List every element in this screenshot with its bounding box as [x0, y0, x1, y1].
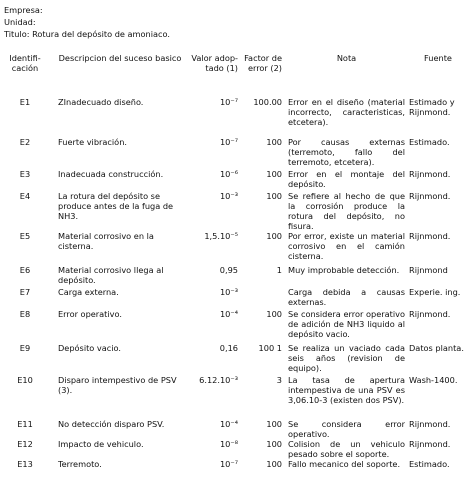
- cell-fac: 100: [266, 137, 282, 147]
- cell-fuente: Rijnmond.: [409, 231, 451, 241]
- cell-id: E4: [19, 191, 31, 201]
- table-row: [4, 459, 467, 475]
- cell-val: 10⁻⁷: [219, 459, 238, 469]
- table-row: [4, 265, 467, 287]
- cell-id: E1: [19, 97, 31, 107]
- cell-fac: 100 1: [258, 343, 282, 353]
- cell-id: E13: [17, 459, 33, 469]
- cell-nota: Por error, existe un material corrosivo en el camión cisterna.: [288, 231, 405, 261]
- col-header-desc: Descripcion del suceso basico: [58, 53, 182, 63]
- cell-fac: 3: [276, 375, 282, 385]
- cell-fac: [242, 287, 286, 309]
- unidad-label: Unidad:: [4, 17, 36, 27]
- table-row: [4, 191, 467, 231]
- cell-nota: La tasa de apertura intempestiva de una PSV es 3,06.10-3 (existen dos PSV).: [288, 375, 405, 405]
- cell-val: 6.12.10⁻³: [199, 375, 238, 385]
- cell-val: 0,95: [219, 265, 238, 275]
- cell-fac: 100: [266, 191, 282, 201]
- cell-val: 10⁻⁴: [219, 309, 238, 319]
- table-row: [4, 137, 467, 169]
- cell-id: E12: [17, 439, 33, 449]
- table-row: [4, 287, 467, 309]
- table-row: [4, 97, 467, 137]
- table-header-row: [4, 53, 467, 97]
- cell-fuente: Estimado y Rijnmond.: [409, 97, 455, 117]
- cell-fuente: Rijnmond.: [409, 309, 451, 319]
- cell-fuente: Rijnmond.: [409, 419, 451, 429]
- col-header-fuente: Fuente: [424, 53, 452, 63]
- col-header-id: Identifi- cación: [9, 53, 41, 73]
- sucesos-table: [4, 53, 467, 475]
- cell-val: 10⁻⁷: [219, 97, 238, 107]
- cell-val: 1,5.10⁻⁵: [204, 231, 238, 241]
- cell-desc: Disparo intempestivo de PSV (3).: [58, 375, 177, 395]
- cell-fac: 100: [266, 169, 282, 179]
- cell-val: 0,16: [219, 343, 238, 353]
- cell-val: 10⁻⁴: [219, 419, 238, 429]
- col-header-val: Valor adop- tado (1): [191, 53, 238, 73]
- cell-desc: Material corrosivo llega al depósito.: [58, 265, 164, 285]
- cell-nota: Colision de un vehiculo pesado sobre el soporte.: [288, 439, 405, 459]
- cell-nota: Carga debida a causas externas.: [288, 287, 405, 307]
- cell-nota: Muy improbable detección.: [288, 265, 400, 275]
- cell-val: 10⁻⁷: [219, 137, 238, 147]
- cell-desc: Material corrosivo en la cisterna.: [58, 231, 154, 251]
- cell-fac: 100: [266, 231, 282, 241]
- table-row: [4, 439, 467, 459]
- cell-id: E9: [19, 343, 31, 353]
- cell-nota: Fallo mecanico del soporte.: [288, 459, 401, 469]
- titulo-label: Titulo: Rotura del depósito de amoniaco.: [4, 29, 170, 39]
- cell-desc: Fuerte vibración.: [58, 137, 127, 147]
- cell-fac: 100.00: [253, 97, 282, 107]
- cell-fuente: Rijnmond.: [409, 191, 451, 201]
- cell-desc: Carga externa.: [58, 287, 119, 297]
- cell-fac: 1: [276, 265, 282, 275]
- cell-fac: 100: [266, 309, 282, 319]
- cell-nota: Por causas externas (terremoto, fallo del terremoto, etcetera).: [288, 137, 405, 167]
- cell-nota: Se considera error operativo de adición de NH3 liquido al depósito vacio.: [288, 309, 405, 339]
- cell-fac: 100: [266, 459, 282, 469]
- cell-desc: Impacto de vehiculo.: [58, 439, 144, 449]
- cell-desc: Error operativo.: [58, 309, 122, 319]
- cell-val: 10⁻³: [219, 287, 238, 297]
- cell-id: E3: [19, 169, 31, 179]
- table-row: [4, 419, 467, 439]
- cell-nota: Se realiza un vaciado cada seis años (revision de equipo).: [288, 343, 405, 373]
- cell-fuente: Estimado.: [409, 137, 450, 147]
- cell-id: E7: [19, 287, 31, 297]
- cell-desc: La rotura del depósito se produce antes de la fuga de NH3.: [58, 191, 174, 221]
- cell-fuente: Experie. ing.: [409, 287, 461, 297]
- cell-fuente: Rijnmond.: [409, 169, 451, 179]
- cell-fuente: Datos planta.: [409, 343, 464, 353]
- table-row: [4, 231, 467, 265]
- cell-id: E8: [19, 309, 31, 319]
- cell-id: E2: [19, 137, 31, 147]
- table-row: [4, 309, 467, 343]
- table-row: [4, 169, 467, 191]
- cell-val: 10⁻⁸: [219, 439, 238, 449]
- cell-fuente: Rijnmond: [409, 265, 448, 275]
- cell-val: 10⁻³: [219, 191, 238, 201]
- cell-nota: Se considera error operativo.: [288, 419, 405, 439]
- table-row: [4, 375, 467, 419]
- cell-nota: Se refiere al hecho de que la corrosión produce la rotura del depósito, no fisura.: [288, 191, 405, 231]
- cell-id: E5: [19, 231, 31, 241]
- cell-nota: Error en el diseño (material incorrecto, caracteristicas, etcetera).: [288, 97, 405, 127]
- cell-id: E6: [19, 265, 31, 275]
- cell-desc: Terremoto.: [58, 459, 102, 469]
- col-header-nota: Nota: [336, 53, 357, 63]
- cell-id: E10: [17, 375, 33, 385]
- col-header-fac: Factor de error (2): [244, 53, 282, 73]
- cell-fac: 100: [266, 439, 282, 449]
- cell-id: E11: [17, 419, 33, 429]
- cell-desc: No detección disparo PSV.: [58, 419, 165, 429]
- cell-nota: Error en el montaje del depósito.: [288, 169, 405, 189]
- cell-fuente: Wash-1400.: [409, 375, 458, 385]
- cell-desc: Depósito vacio.: [58, 343, 122, 353]
- table-row: [4, 343, 467, 375]
- cell-desc: Inadecuada construcción.: [58, 169, 164, 179]
- cell-desc: ZInadecuado diseño.: [58, 97, 144, 107]
- cell-fuente: Rijnmond.: [409, 439, 451, 449]
- cell-val: 10⁻⁶: [219, 169, 238, 179]
- cell-fuente: Estimado.: [409, 459, 450, 469]
- empresa-label: Empresa:: [4, 5, 43, 15]
- cell-fac: 100: [266, 419, 282, 429]
